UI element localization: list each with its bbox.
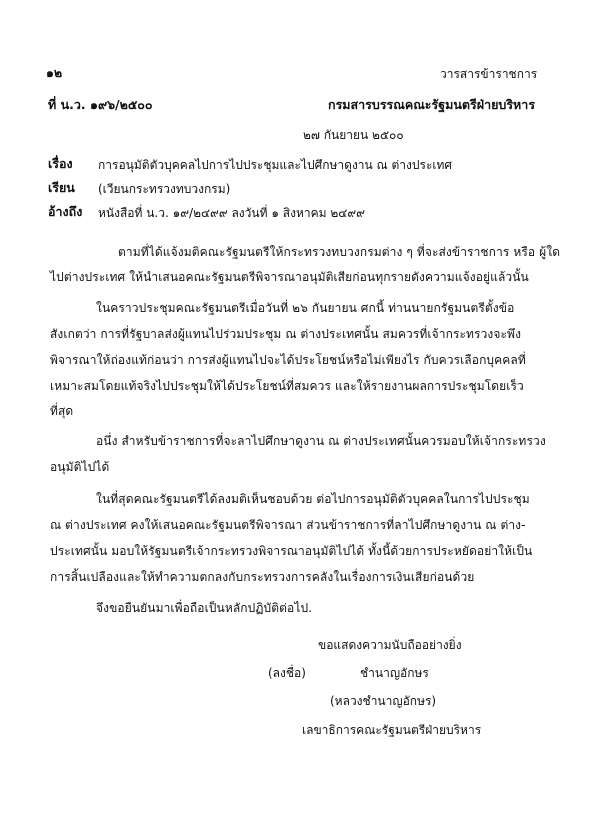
paragraph-4-line-2: ณ ต่างประเทศ คงให้เสนอคณะรัฐมนตรีพิจารณา ส่วนข้าราชการที่ลาไปศึกษาดูงาน ณ ต่าง- (50, 518, 526, 532)
paragraph-2-line-3: พิจารณาให้ถ่องแท้ก่อนว่า การส่งผู้แทนไปจะได้ประโยชน์หรือไม่เพียงไร กับควรเลือกบุคคลที่ (50, 353, 526, 367)
paragraph-4-line-4: การสิ้นเปลืองและให้ทำความตกลงกับกระทรวงการคลังในเรื่องการเงินเสียก่อนด้วย (50, 570, 475, 584)
subject-label: เรื่อง (48, 156, 73, 171)
reference-label: อ้างถึง (48, 204, 83, 219)
paragraph-4-line-1: ในที่สุดคณะรัฐมนตรีได้ลงมติเห็นชอบด้วย ต่อไปการอนุมัติตัวบุคคลในการไปประชุม (96, 492, 530, 506)
signatory-signed-name: ชำนาญอักษร (360, 666, 429, 680)
issuing-office: กรมสารบรรณคณะรัฐมนตรีฝ่ายบริหาร (328, 97, 536, 112)
series-title: วารสารข้าราชการ (440, 67, 538, 81)
paragraph-2-line-1: ในคราวประชุมคณะรัฐมนตรีเมื่อวันที่ ๒๖ กันยายน ศกนี้ ท่านนายกรัฐมนตรีตั้งข้อ (96, 301, 515, 315)
signed-label: (ลงชื่อ) (268, 666, 306, 680)
reference-text: หนังสือที่ น.ว. ๑๙/๒๔๙๙ ลงวันที่ ๑ สิงหาคม ๒๔๙๙ (98, 206, 365, 220)
reference-number: ที่ น.ว. ๑๙๖/๒๕๐๐ (48, 97, 153, 112)
paragraph-1-line-2: ไปต่างประเทศ ให้นำเสนอคณะรัฐมนตรีพิจารณาอนุมัติเสียก่อนทุกรายดังความแจ้งอยู่แล้วนั้น (50, 270, 529, 284)
paragraph-3-line-1: อนึ่ง สำหรับข้าราชการที่จะลาไปศึกษาดูงาน ณ ต่างประเทศนั้นควรมอบให้เจ้ากระทรวง (96, 434, 546, 448)
paragraph-4-line-3: ประเทศนั้น มอบให้รัฐมนตรีเจ้ากระทรวงพิจารณาอนุมัติไปได้ ทั้งนี้ด้วยการประหยัดอย่าให้เป็น (50, 544, 533, 558)
paragraph-1-line-1: ตามที่ได้แจ้งมติคณะรัฐมนตรีให้กระทรวงทบวงกรมต่าง ๆ ที่จะส่งข้าราชการ หรือ ผู้ใด (118, 245, 561, 259)
paragraph-3-line-2: อนุมัติไปได้ (50, 460, 110, 474)
closing-phrase: ขอแสดงความนับถืออย่างยิ่ง (318, 638, 462, 652)
signatory-position: เลขาธิการคณะรัฐมนตรีฝ่ายบริหาร (302, 723, 482, 737)
recipient-label: เรียน (48, 180, 75, 195)
document-date: ๒๗ กันยายน ๒๕๐๐ (303, 128, 404, 142)
recipient-text: (เวียนกระทรวงทบวงกรม) (98, 182, 231, 196)
subject-text: การอนุมัติตัวบุคคลไปการไปประชุมและไปศึกษาดูงาน ณ ต่างประเทศ (98, 158, 453, 172)
page-number: ๑๒ (46, 65, 63, 80)
signatory-full-name: (หลวงชำนาญอักษร) (330, 694, 437, 708)
paragraph-2-line-4: เหมาะสมโดยแท้จริงไปประชุมให้ได้ประโยชน์ที่สมควร และให้รายงานผลการประชุมโดยเร็ว (50, 379, 524, 393)
paragraph-5-line-1: จึงขอยืนยันมาเพื่อถือเป็นหลักปฏิบัติต่อไป. (96, 601, 313, 615)
paragraph-2-line-5: ที่สุด (50, 404, 74, 418)
paragraph-2-line-2: สังเกตว่า การที่รัฐบาลส่งผู้แทนไปร่วมประชุม ณ ต่างประเทศนั้น สมควรที่เจ้ากระทรวงจะพึง (50, 327, 522, 341)
